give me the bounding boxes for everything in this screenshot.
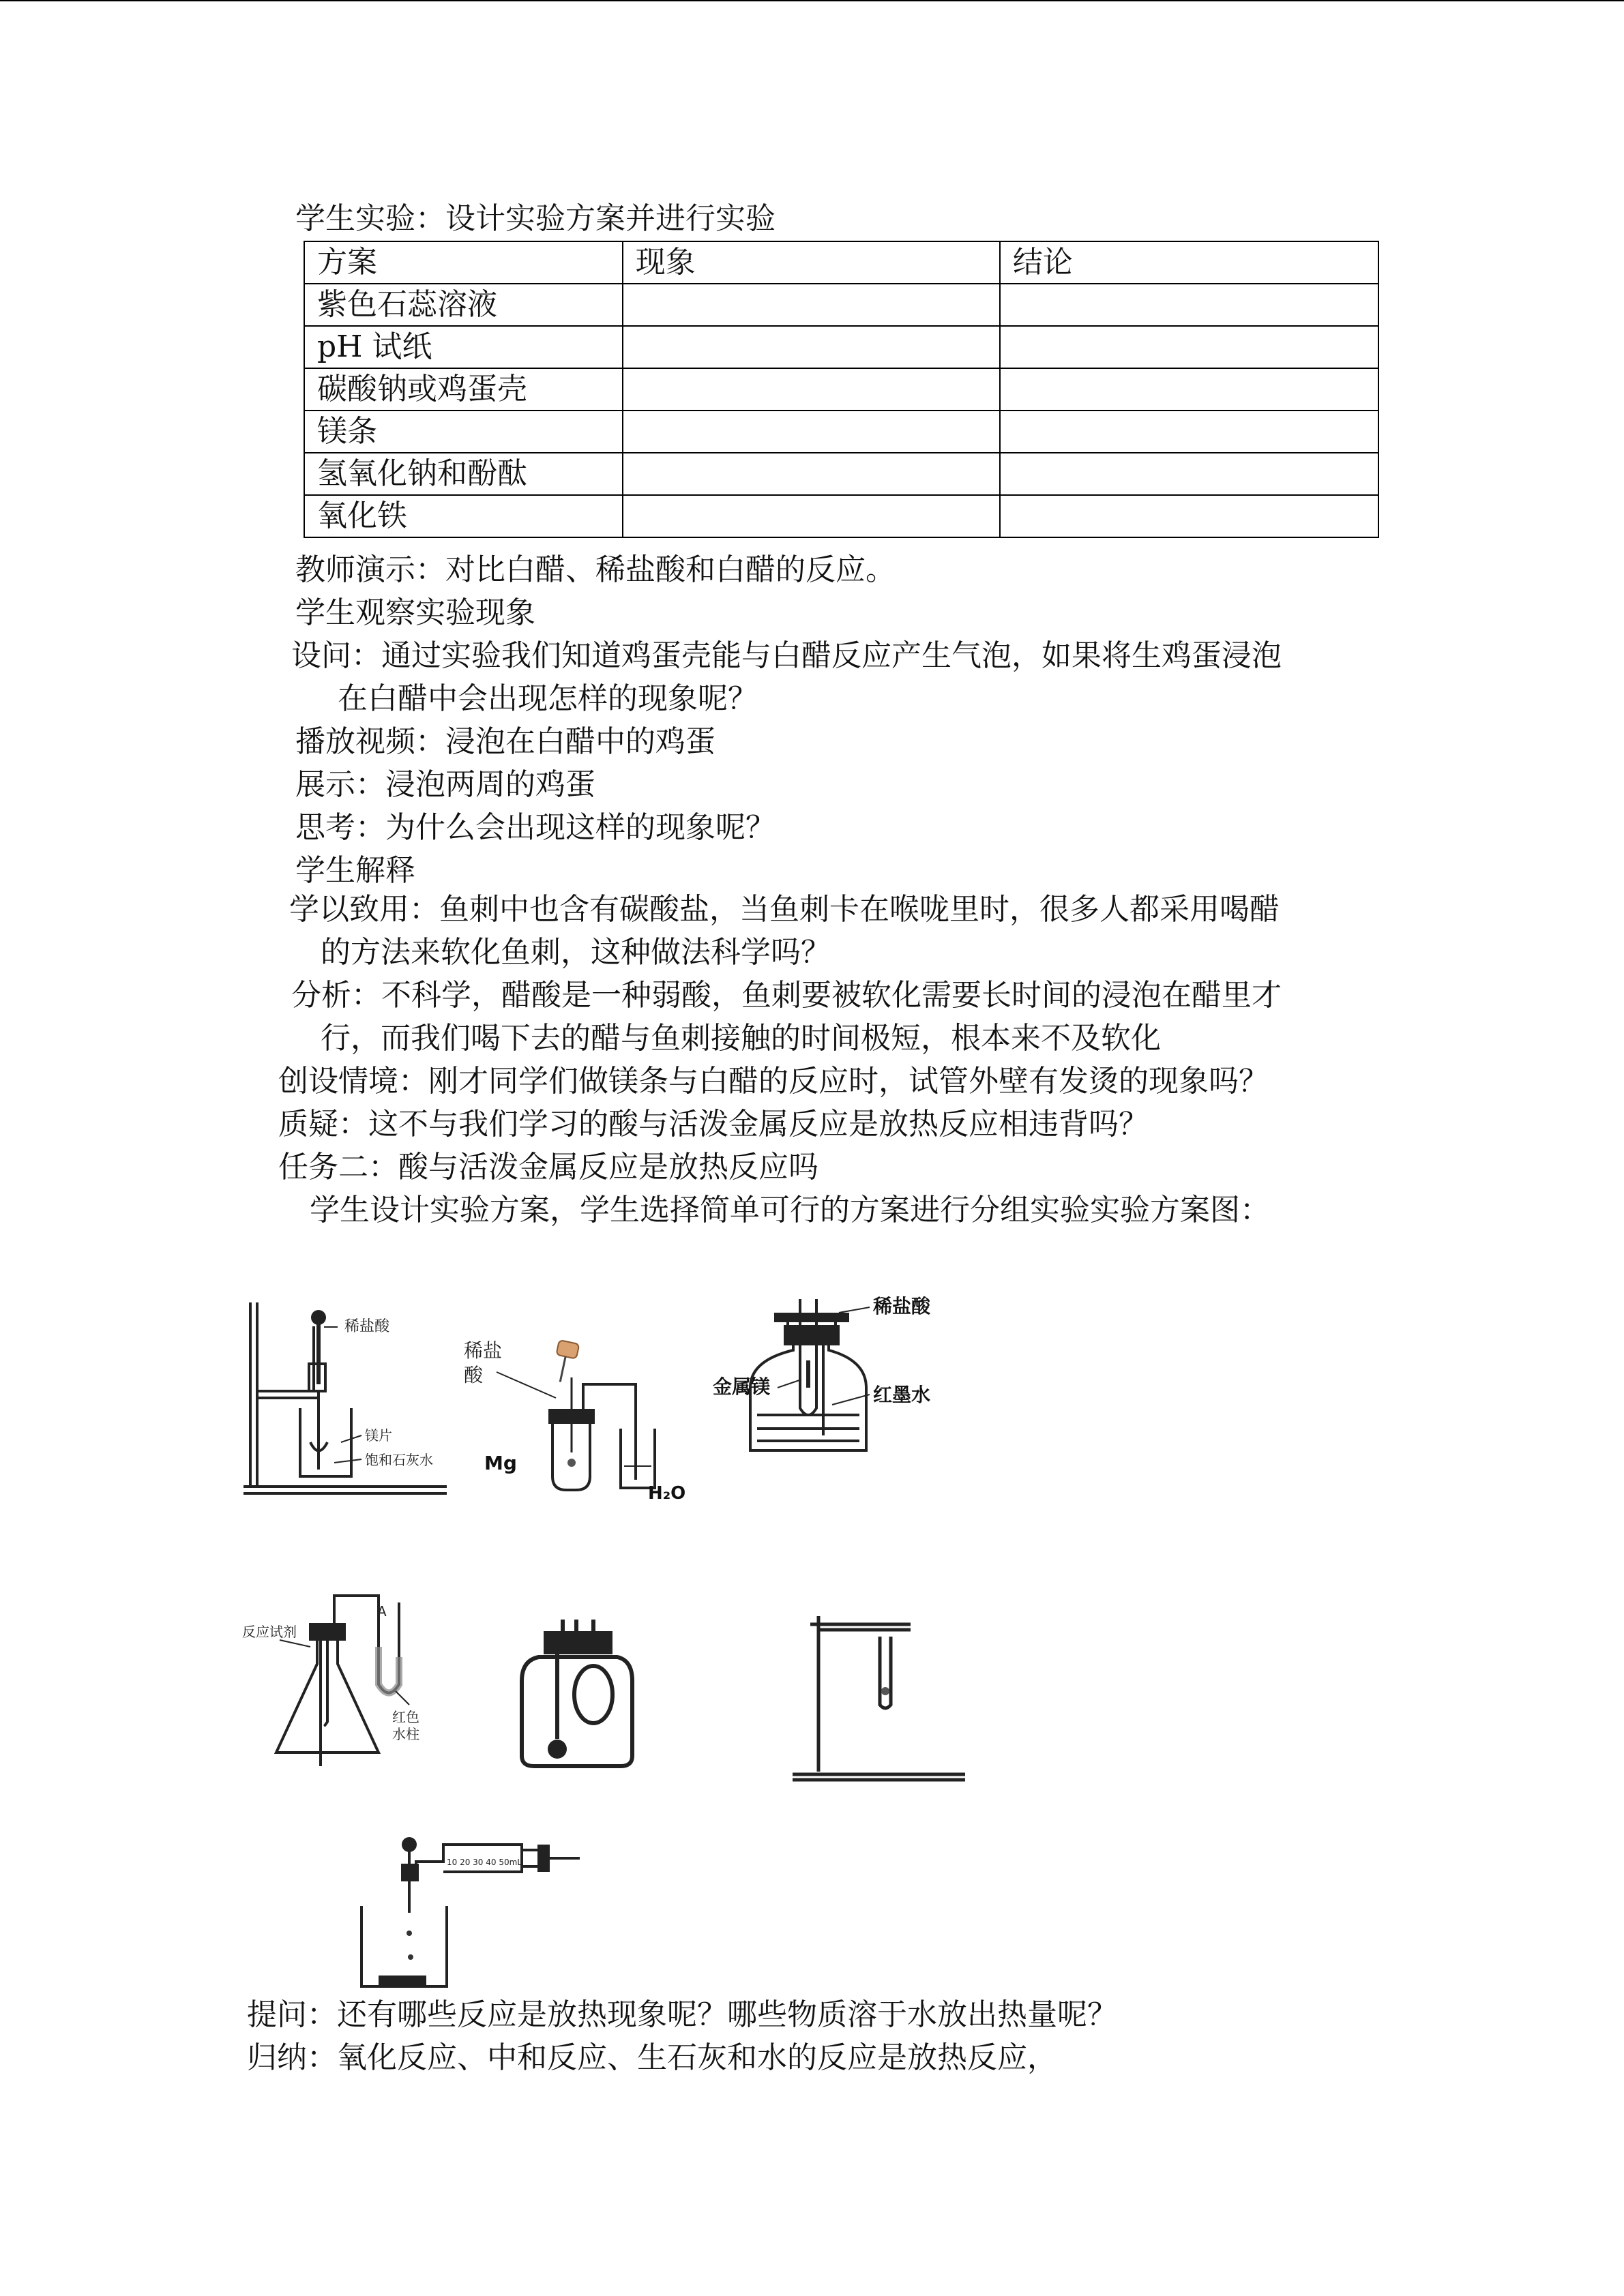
fig4-red-label-2: 水柱	[392, 1726, 419, 1742]
table-cell	[1000, 368, 1378, 411]
paragraph-think: 思考：为什么会出现这样的现象呢？	[295, 810, 776, 845]
fig1-strip-label: 镁片	[365, 1427, 392, 1444]
fig7-scale-label: 10 20 30 40 50mL	[447, 1858, 522, 1867]
apparatus-figure-4	[242, 1582, 467, 1773]
table-row	[304, 411, 1378, 453]
heading-student-experiment: 学生实验：设计实验方案并进行实验	[295, 201, 776, 236]
paragraph-doubt: 质疑：这不与我们学习的酸与活泼金属反应是放热反应相违背吗？	[278, 1107, 1149, 1142]
table-cell	[1000, 411, 1378, 453]
paragraph-design: 学生设计实验方案，学生选择简单可行的方案进行分组实验实验方案图：	[310, 1193, 1270, 1227]
table-row	[304, 495, 1378, 537]
table-row	[304, 284, 1378, 326]
fig1-water-label: 饱和石灰水	[365, 1452, 433, 1468]
table-header-cell: 结论	[1000, 241, 1378, 284]
paragraph-show: 展示：浸泡两周的鸡蛋	[295, 767, 595, 802]
experiment-table	[304, 241, 1379, 538]
table-cell	[1000, 495, 1378, 537]
table-header-cell: 方案	[304, 241, 623, 284]
fig3-acid-label: 稀盐酸	[873, 1295, 931, 1317]
paragraph-analysis-a: 分析：不科学，醋酸是一种弱酸，鱼刺要被软化需要长时间的浸泡在醋里才	[291, 978, 1282, 1013]
paragraph-apply-a: 学以致用：鱼刺中也含有碳酸盐，当鱼刺卡在喉咙里时，很多人都采用喝醋	[289, 892, 1280, 927]
table-cell	[1000, 453, 1378, 495]
table-cell: 镁条	[304, 411, 623, 453]
apparatus-figure-6	[791, 1609, 975, 1787]
fig2-h2o-label: H₂O	[648, 1483, 686, 1504]
fig1-acid-label: 稀盐酸	[344, 1318, 390, 1335]
paragraph-scenario: 创设情境：刚才同学们做镁条与白醋的反应时，试管外壁有发烫的现象吗？	[278, 1064, 1269, 1099]
paragraph-observe: 学生观察实验现象	[295, 595, 535, 630]
table-cell: 紫色石蕊溶液	[304, 284, 623, 326]
apparatus-figure-3	[713, 1292, 972, 1470]
paragraph-apply-b: 的方法来软化鱼刺，这种做法科学吗？	[321, 935, 831, 970]
paragraph-teacher-demo: 教师演示：对比白醋、稀盐酸和白醋的反应。	[295, 552, 896, 587]
table-header-cell: 现象	[623, 241, 1000, 284]
paragraph-explain: 学生解释	[295, 853, 415, 888]
apparatus-figure-1	[242, 1296, 467, 1500]
table-cell	[623, 411, 1000, 453]
table-cell	[623, 453, 1000, 495]
table-cell: pH 试纸	[304, 326, 623, 368]
fig4-reagent-label: 反应试剂	[242, 1624, 297, 1640]
paragraph-task-two: 任务二：酸与活泼金属反应是放热反应吗	[278, 1150, 818, 1184]
fig2-acid-label-2: 酸	[464, 1364, 484, 1386]
top-border	[0, 0, 1624, 1]
apparatus-figure-7	[348, 1831, 587, 1995]
table-row	[304, 368, 1378, 411]
fig4-red-label-1: 红色	[392, 1709, 419, 1725]
table-cell	[623, 326, 1000, 368]
table-cell	[623, 495, 1000, 537]
table-cell	[623, 368, 1000, 411]
fig4-a-label: A	[377, 1603, 387, 1620]
table-cell	[1000, 284, 1378, 326]
paragraph-analysis-b: 行，而我们喝下去的醋与鱼刺接触的时间极短，根本来不及软化	[321, 1021, 1161, 1056]
table-header-row	[304, 241, 1378, 284]
fig3-ink-label: 红墨水	[873, 1384, 931, 1406]
fig3-metal-label: 金属镁	[713, 1375, 771, 1398]
table-cell: 氢氧化钠和酚酞	[304, 453, 623, 495]
apparatus-figure-5	[515, 1620, 638, 1776]
paragraph-video: 播放视频：浸泡在白醋中的鸡蛋	[295, 724, 715, 759]
table-row	[304, 326, 1378, 368]
table-row	[304, 453, 1378, 495]
paragraph-question-exothermic: 提问：还有哪些反应是放热现象呢？哪些物质溶于水放出热量呢？	[247, 1997, 1117, 2032]
table-cell	[623, 284, 1000, 326]
paragraph-question-b: 在白醋中会出现怎样的现象呢？	[338, 681, 758, 716]
paragraph-summary: 归纳：氧化反应、中和反应、生石灰和水的反应是放热反应，	[247, 2040, 1057, 2075]
table-cell: 氧化铁	[304, 495, 623, 537]
table-cell: 碳酸钠或鸡蛋壳	[304, 368, 623, 411]
fig2-mg-label: Mg	[484, 1452, 517, 1474]
apparatus-figure-2	[457, 1330, 703, 1507]
paragraph-question-a: 设问：通过实验我们知道鸡蛋壳能与白醋反应产生气泡，如果将生鸡蛋浸泡	[291, 638, 1282, 673]
table-cell	[1000, 326, 1378, 368]
fig2-acid-label-1: 稀盐	[464, 1339, 503, 1362]
